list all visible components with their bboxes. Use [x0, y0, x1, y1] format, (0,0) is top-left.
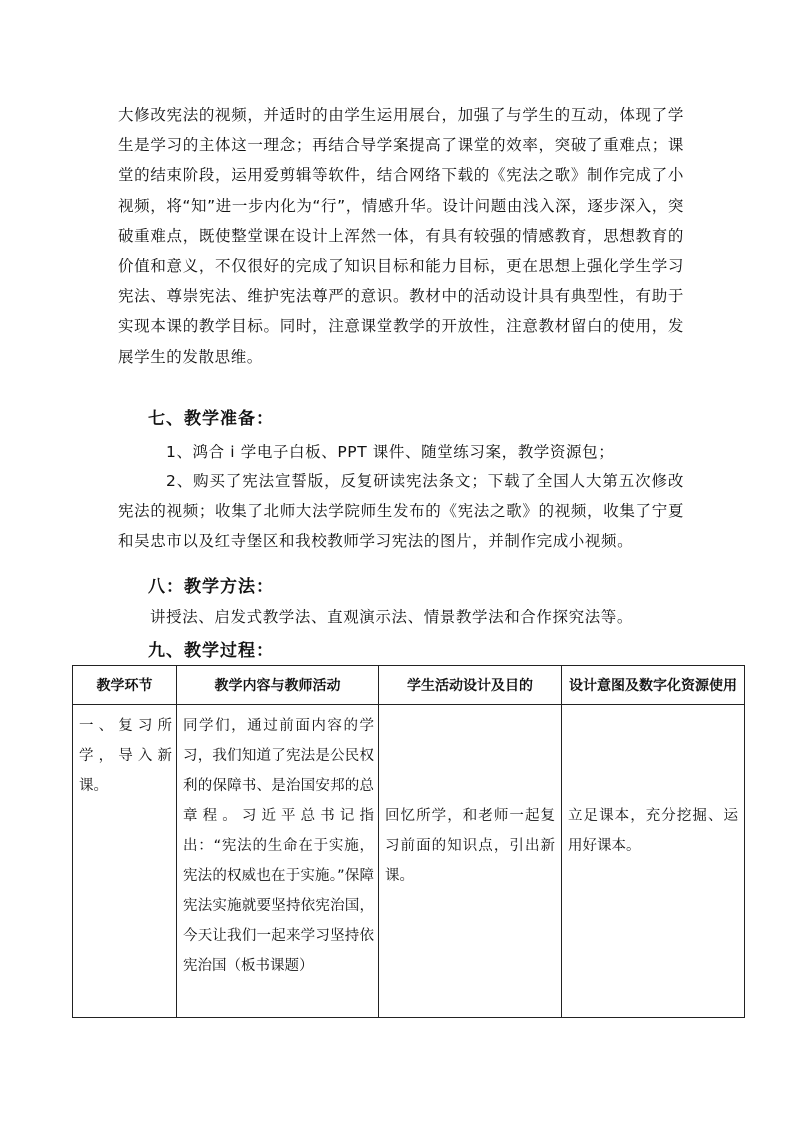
section-7-heading: 七、教学准备： — [148, 409, 274, 429]
header-design-intent: 设计意图及数字化资源使用 — [562, 666, 745, 705]
content-text: 同学们，通过前面内容的学习，我们知道了宪法是公民权利的保障书、是治国安邦的总章程。习近平总书记指出：“宪法的生命在于实施，宪法的权威也在于实施。”保障宪法实施就要坚持依宪治国，今天让我们一起来学习坚持依宪治国（板书课题） — [183, 718, 374, 974]
table-row — [73, 705, 745, 1018]
intro-paragraph: 大修改宪法的视频，并适时的由学生运用展台，加强了与学生的互动，体现了学生是学习的主体这一理念；再结合导学案提高了课堂的效率，突破了重难点；课堂的结束阶段，运用爱剪辑等软件，结合网络下载的《宪法之歌》制作完成了小视频，将“知”进一步内化为“行”，情感升华。设计问题由浅入深，逐步深入，突破重难点，既使整堂课在设计上浑然一体，有具有较强的情感教育，思想教育的价值和意义，不仅很好的完成了知识目标和能力目标，更在思想上强化学生学习宪法、尊崇宪法、维护宪法尊严的意识。教材中的活动设计具有典型性，有助于实现本课的教学目标。同时，注意课堂教学的开放性，注意教材留白的使用，发展学生的发散思维。 — [118, 106, 684, 366]
header-student-activity: 学生活动设计及目的 — [379, 666, 562, 705]
table-header-row — [73, 666, 745, 705]
cell-content — [177, 705, 379, 1018]
section-9-heading: 九、教学过程： — [148, 641, 274, 661]
header-stage: 教学环节 — [73, 666, 177, 705]
section-8-heading: 八：教学方法： — [148, 577, 274, 597]
cell-student-activity — [379, 705, 562, 1018]
header-content: 教学内容与教师活动 — [177, 666, 379, 705]
teaching-process-table — [72, 665, 745, 1018]
teaching-methods-text: 讲授法、启发式教学法、直观演示法、情景教学法和合作探究法等。 — [150, 608, 634, 626]
student-activity-text: 回忆所学，和老师一起复习前面的知识点，引出新课。 — [385, 808, 555, 884]
stage-text: 一、复习所学，导入新课。 — [79, 718, 172, 794]
cell-stage — [73, 705, 177, 1018]
preparation-item-2: 2、购买了宪法宣誓版，反复研读宪法条文；下载了全国人大第五次修改宪法的视频；收集了北师大法学院师生发布的《宪法之歌》的视频，收集了宁夏和吴忠市以及红寺堡区和我校教师学习宪法的图片，并制作完成小视频。 — [118, 472, 684, 551]
design-intent-text: 立足课本，充分挖掘、运用好课本。 — [568, 808, 738, 854]
cell-design-intent — [562, 705, 745, 1018]
preparation-item-1: 1、鸿合 i 学电子白板、PPT 课件、随堂练习案，教学资源包； — [166, 443, 615, 461]
